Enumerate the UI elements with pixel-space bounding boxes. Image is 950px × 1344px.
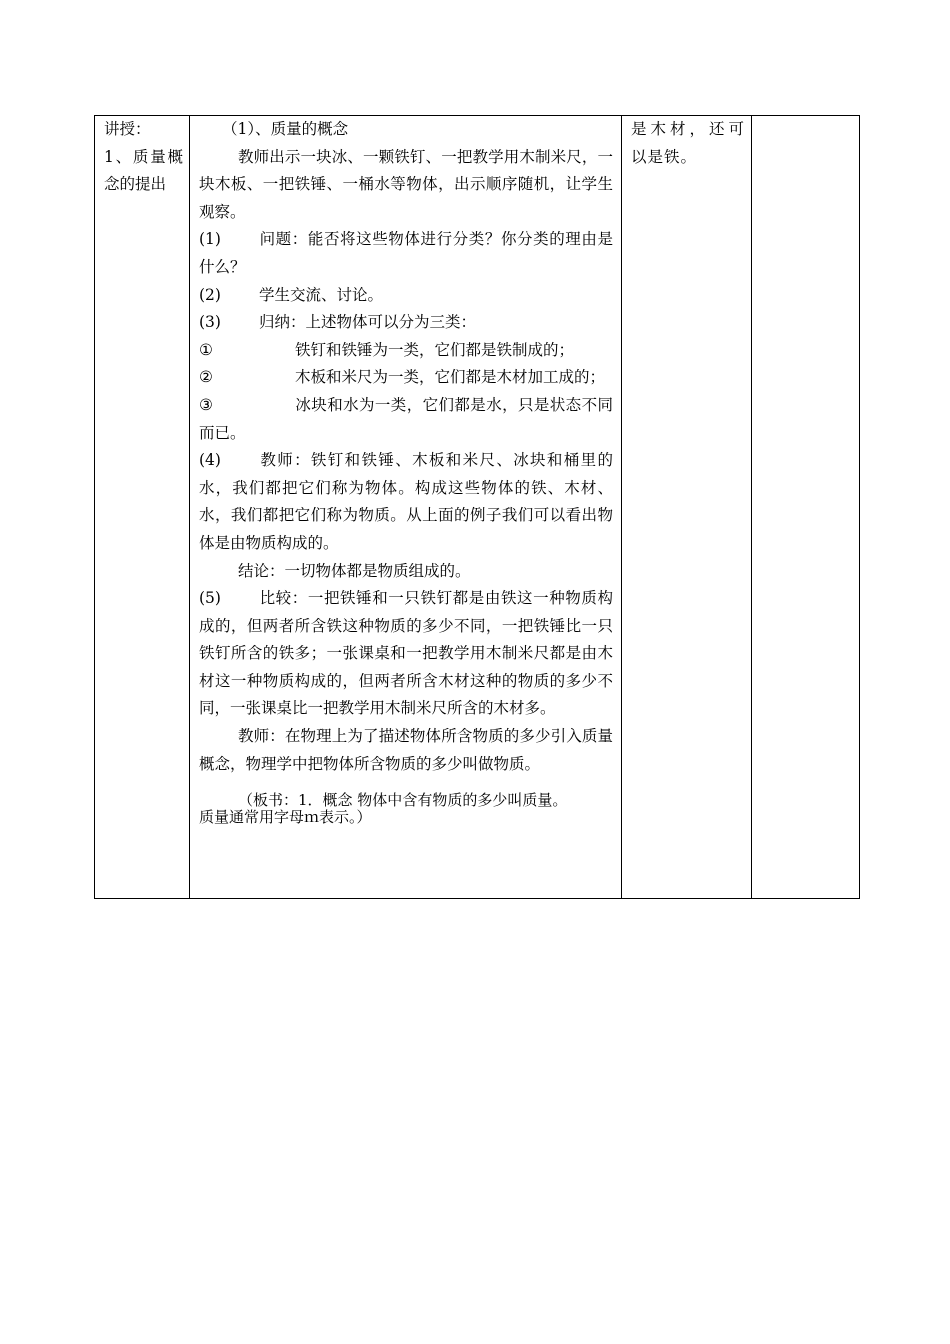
item-text: 归纳：上述物体可以分为三类： (259, 313, 477, 332)
table-row (95, 116, 860, 899)
item-number: (1) (199, 230, 221, 249)
item-text: 问题：能否将这些物体进行分类？你分类的理由是什么？ (199, 230, 613, 276)
item-text: 比较：一把铁锤和一只铁钉都是由铁这一种物质构成的，但两者所含铁这种物质的多少不同，一把铁锤比一只铁钉所含的铁多；一张课桌和一把教学用木制米尺都是由木材这一种物质构成的，但两者所含木材这种的物质的多少不同，一张课桌比一把教学用木制米尺所含的木材多。 (199, 589, 613, 718)
item-number: (5) (199, 589, 221, 608)
content-heading: （1）、质量的概念 (222, 120, 349, 138)
list-item (199, 226, 613, 281)
list-item (199, 337, 613, 365)
content-intro: 教师出示一块冰、一颗铁钉、一把教学用木制米尺，一块木板、一把铁锤、一桶水等物体，出示顺序随机，让学生观察。 (199, 147, 613, 221)
student-activity-cell (622, 116, 752, 899)
teacher-explanation: 教师：在物理上为了描述物体所含物质的多少引入质量概念，物理学中把物体所含物质的多少叫做物质。 (199, 727, 613, 773)
list-item (199, 447, 613, 557)
item-number: (3) (199, 313, 221, 332)
list-item (199, 392, 613, 447)
item-text: 木板和米尺为一类，它们都是木材加工成的； (295, 368, 606, 387)
notes-cell (752, 116, 860, 899)
board-note (199, 792, 613, 826)
item-text: 铁钉和铁锤为一类，它们都是铁制成的； (295, 340, 575, 359)
section-title: 1、质量概念的提出 (104, 147, 183, 194)
section-type-label: 讲授： (104, 120, 151, 138)
item-number: ① (199, 340, 213, 359)
item-number: ② (199, 368, 213, 387)
section-label-cell (95, 116, 190, 899)
list-item (199, 364, 613, 392)
spacer (199, 778, 613, 792)
list-item (199, 585, 613, 723)
item-number: (2) (199, 285, 221, 304)
list-item (199, 282, 613, 310)
student-activity-text: 是木材，还可以是铁。 (631, 120, 745, 166)
item-text: 教师：铁钉和铁锤、木板和米尺、冰块和桶里的水，我们都把它们称为物体。构成这些物体的铁、木材、水，我们都把它们称为物质。从上面的例子我们可以看出物体是由物质构成的。 (199, 451, 613, 552)
board-note-line: （板书：1．概念 物体中含有物质的多少叫质量。 (238, 791, 568, 810)
list-item (199, 309, 613, 337)
item-number: (4) (199, 451, 221, 470)
item-text: 冰块和水为一类，它们都是水，只是状态不同而已。 (199, 395, 613, 442)
board-note-line: 质量通常用字母ｍ表示。） (199, 808, 372, 827)
lesson-plan-table (94, 115, 860, 899)
item-text: 学生交流、讨论。 (259, 285, 384, 304)
teaching-content-cell (190, 116, 622, 899)
conclusion-text: 结论：一切物体都是物质组成的。 (238, 561, 471, 580)
item-number: ③ (199, 395, 213, 414)
